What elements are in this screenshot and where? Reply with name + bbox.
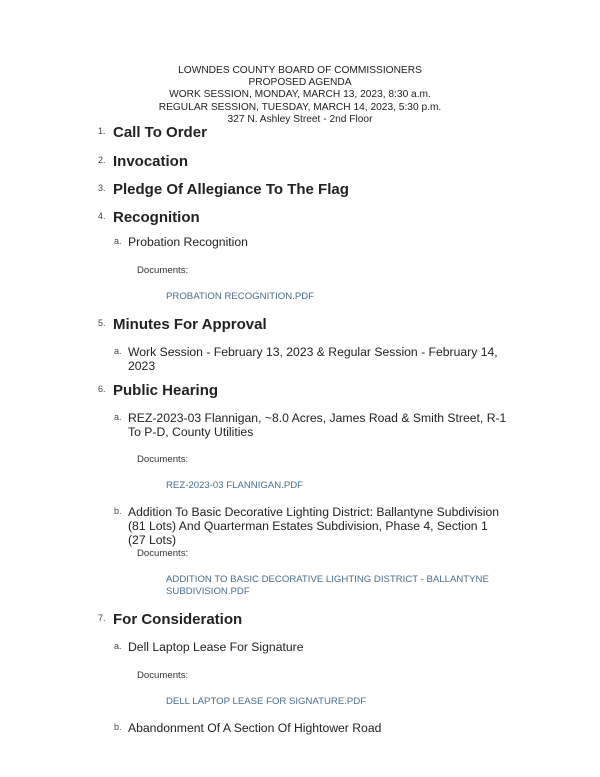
item-letter: a. [114, 236, 122, 246]
item-letter: b. [114, 722, 122, 732]
section-number: 6. [98, 384, 106, 394]
header-work-session: WORK SESSION, MONDAY, MARCH 13, 2023, 8:30 a.m. [169, 89, 431, 101]
item-letter: a. [114, 346, 122, 356]
section-number: 1. [98, 126, 106, 136]
documents-label: Documents: [137, 548, 189, 559]
section-title: Invocation [113, 153, 189, 170]
item-letter: a. [114, 641, 122, 651]
section-title: Pledge Of Allegiance To The Flag [113, 181, 349, 198]
section-title: Minutes For Approval [113, 316, 267, 333]
section-number: 2. [98, 155, 106, 165]
document-link[interactable]: DELL LAPTOP LEASE FOR SIGNATURE.PDF [166, 696, 367, 707]
document-link[interactable]: ADDITION TO BASIC DECORATIVE LIGHTING DISTRICT - BALLANTYNE SUBDIVISION.PDF [166, 574, 489, 597]
item-text: Addition To Basic Decorative Lighting District: Ballantyne Subdivision (81 Lots) And Quarterman Estates Subdivision, Phase 4, Section 1 (27 Lots) [128, 505, 500, 547]
section-title: Public Hearing [113, 382, 219, 399]
documents-label: Documents: [137, 454, 189, 465]
section-number: 4. [98, 211, 106, 221]
section-title: Call To Order [113, 124, 207, 141]
item-text: Probation Recognition [128, 235, 248, 249]
documents-label: Documents: [137, 265, 189, 276]
section-title: Recognition [113, 209, 200, 226]
header-regular-session: REGULAR SESSION, TUESDAY, MARCH 14, 2023, 5:30 p.m. [158, 101, 442, 113]
item-letter: b. [114, 506, 122, 516]
item-text: Abandonment Of A Section Of Hightower Road [128, 721, 382, 735]
section-title: For Consideration [113, 611, 243, 628]
header-location: 327 N. Ashley Street - 2nd Floor [227, 113, 373, 125]
document-link[interactable]: REZ-2023-03 FLANNIGAN.PDF [166, 480, 304, 491]
section-number: 7. [98, 613, 106, 623]
header-doc-type: PROPOSED AGENDA [248, 77, 352, 89]
section-number: 5. [98, 318, 106, 328]
agenda-header [0, 65, 600, 126]
header-org: LOWNDES COUNTY BOARD OF COMMISSIONERS [178, 65, 422, 76]
document-link[interactable]: PROBATION RECOGNITION.PDF [166, 291, 314, 302]
item-text: Work Session - February 13, 2023 & Regular Session - February 14, 2023 [128, 345, 498, 373]
item-text: REZ-2023-03 Flannigan, ~8.0 Acres, James Road & Smith Street, R-1 To P-D, County Utilities [128, 411, 507, 439]
item-letter: a. [114, 412, 122, 422]
documents-label: Documents: [137, 670, 189, 681]
section-number: 3. [98, 183, 106, 193]
item-text: Dell Laptop Lease For Signature [128, 640, 304, 654]
